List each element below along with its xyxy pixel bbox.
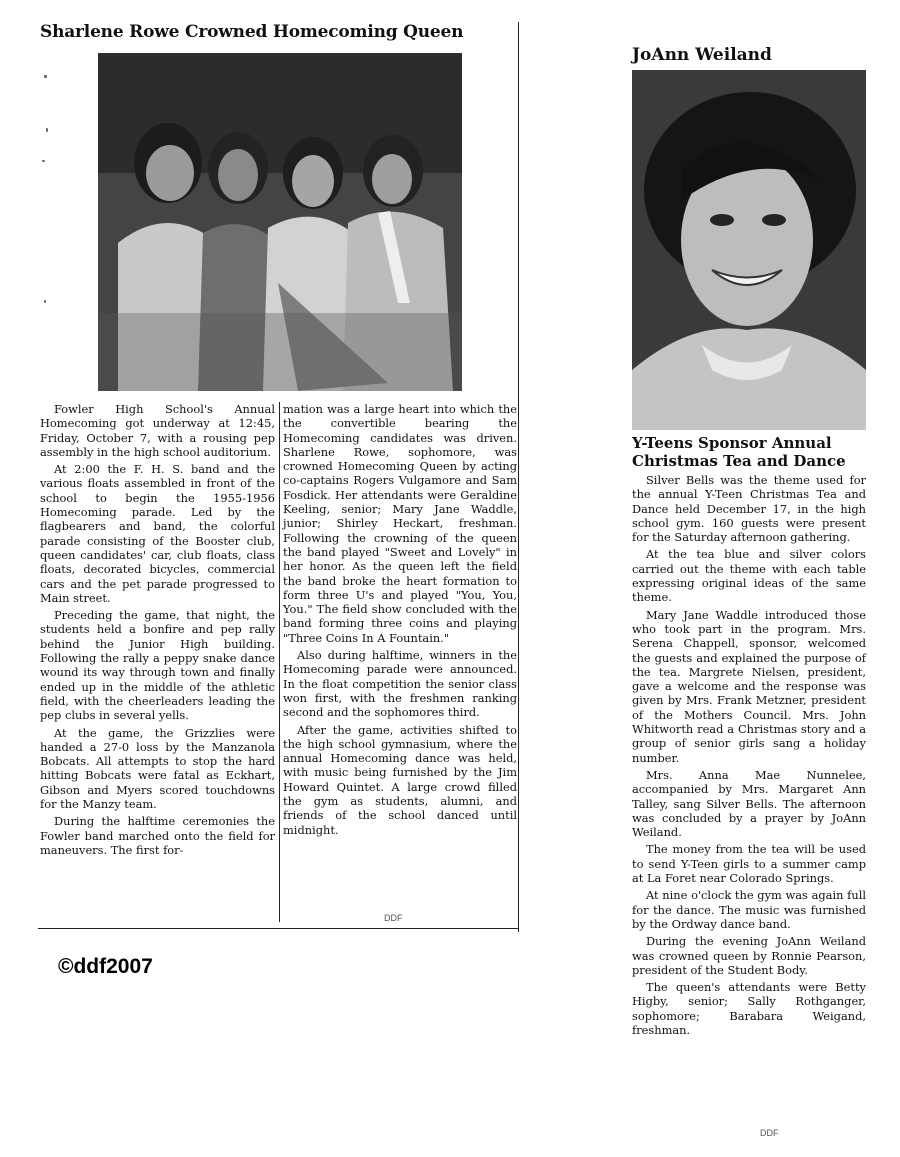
scan-speck bbox=[42, 160, 45, 162]
right-headline: JoAnn Weiland bbox=[632, 45, 772, 65]
article-paragraph: The money from the tea will be used to send Y-Teen girls to a summer camp at La Foret near Colorado Springs. bbox=[632, 842, 866, 886]
copyright-notice: ©ddf2007 bbox=[58, 955, 153, 978]
scan-speck bbox=[44, 75, 47, 78]
left-article-column-2 bbox=[283, 402, 517, 840]
article-paragraph: At the game, the Grizzlies were handed a 27-0 loss by the Manzanola Bobcats. All attempts to stop the hard hitting Bobcats were fatal as Eckhart, Gibson and Myers scored touchdowns for the Manzy team. bbox=[40, 725, 275, 812]
article-paragraph: At the tea blue and silver colors carried out the theme with each table expressing original ideas of the same theme. bbox=[632, 547, 866, 605]
article-paragraph: Preceding the game, that night, the students held a bonfire and pep rally behind the Junior High building. Following the rally a peppy snake dance wound its way through town and finally ended up in the middle of the athletic field, with the cheerleaders leading the pep clubs in several yells. bbox=[40, 608, 275, 723]
right-article-column bbox=[632, 473, 866, 1040]
article-paragraph: Also during halftime, winners in the Homecoming parade were announced. In the float competition the senior class won first, with the freshmen ranking second and the sophomores third. bbox=[283, 648, 517, 720]
article-bottom-rule bbox=[38, 928, 518, 929]
article-paragraph: Mary Jane Waddle introduced those who took part in the program. Mrs. Serena Chappell, sponsor, welcomed the guests and explained the purpose of the tea. Margrete Nielsen, president, gave a welcome and the response was given by Mrs. Frank Metzner, president of the Mothers Council. Mrs. John Whitworth read a Christmas story and a group of senior girls sang a holiday number. bbox=[632, 607, 866, 765]
article-paragraph: At nine o'clock the gym was again full for the dance. The music was furnished by the Ordway dance band. bbox=[632, 888, 866, 931]
article-paragraph: During the evening JoAnn Weiland was crowned queen by Ronnie Pearson, president of the Student Body. bbox=[632, 934, 866, 977]
scan-speck bbox=[46, 128, 48, 132]
article-paragraph: Mrs. Anna Mae Nunnelee, accompanied by Mrs. Margaret Ann Talley, sang Silver Bells. The afternoon was concluded by a prayer by JoAnn Weiland. bbox=[632, 767, 866, 840]
page-column-divider bbox=[518, 22, 519, 932]
joann-portrait-photo bbox=[632, 70, 866, 430]
article-paragraph: During the halftime ceremonies the Fowler band marched onto the field for maneuvers. The first for- bbox=[40, 814, 275, 857]
column-divider bbox=[279, 402, 280, 922]
article-paragraph: At 2:00 the F. H. S. band and the various floats assembled in front of the school to begin the 1955-1956 Homecoming parade. Led by the flagbearers and band, the colorful parade consisting of the Booster club, queen candidates' car, club floats, class floats, decorated bicycles, commercial cars and the pet parade progressed to Main street. bbox=[40, 462, 275, 605]
right-subheadline: Y-Teens Sponsor Annual Christmas Tea and Dance bbox=[632, 434, 846, 470]
left-headline: Sharlene Rowe Crowned Homecoming Queen bbox=[40, 22, 464, 42]
left-article-column-1 bbox=[40, 402, 275, 860]
scan-speck bbox=[44, 300, 46, 303]
article-paragraph: The queen's attendants were Betty Higby, senior; Sally Rothganger, sophomore; Barabara Weigand, freshman. bbox=[632, 980, 866, 1037]
ddf-mark: DDF bbox=[384, 913, 403, 923]
article-paragraph: mation was a large heart into which the the convertible bearing the Homecoming candidates was driven. Sharlene Rowe, sophomore, was crowned Homecoming Queen by acting co-captains Rogers Vulgamore and Sam Fosdick. Her attendants were Geraldine Keeling, senior; Mary Jane Waddle, junior; Shirley Heckart, freshman. Following the crowning of the queen the band played "Sweet and Lovely" in her honor. As the queen left the field the band broke the heart formation to form three U's and played "You, You, You." The field show concluded with the band forming three coins and playing "Three Coins In A Fountain." bbox=[283, 402, 517, 645]
article-paragraph: Silver Bells was the theme used for the annual Y-Teen Christmas Tea and Dance held December 17, in the high school gym. 160 guests were present for the Saturday afternoon gathering. bbox=[632, 473, 866, 545]
homecoming-group-photo bbox=[98, 53, 462, 391]
article-paragraph: After the game, activities shifted to the high school gymnasium, where the annual Homecoming dance was held, with music being furnished by the Jim Howard Quintet. A large crowd filled the gym as students, alumni, and friends of the school danced until midnight. bbox=[283, 722, 517, 837]
article-paragraph: Fowler High School's Annual Homecoming got underway at 12:45, Friday, October 7, with a rousing pep assembly in the high school auditorium. bbox=[40, 402, 275, 459]
ddf-mark: DDF bbox=[760, 1128, 779, 1138]
